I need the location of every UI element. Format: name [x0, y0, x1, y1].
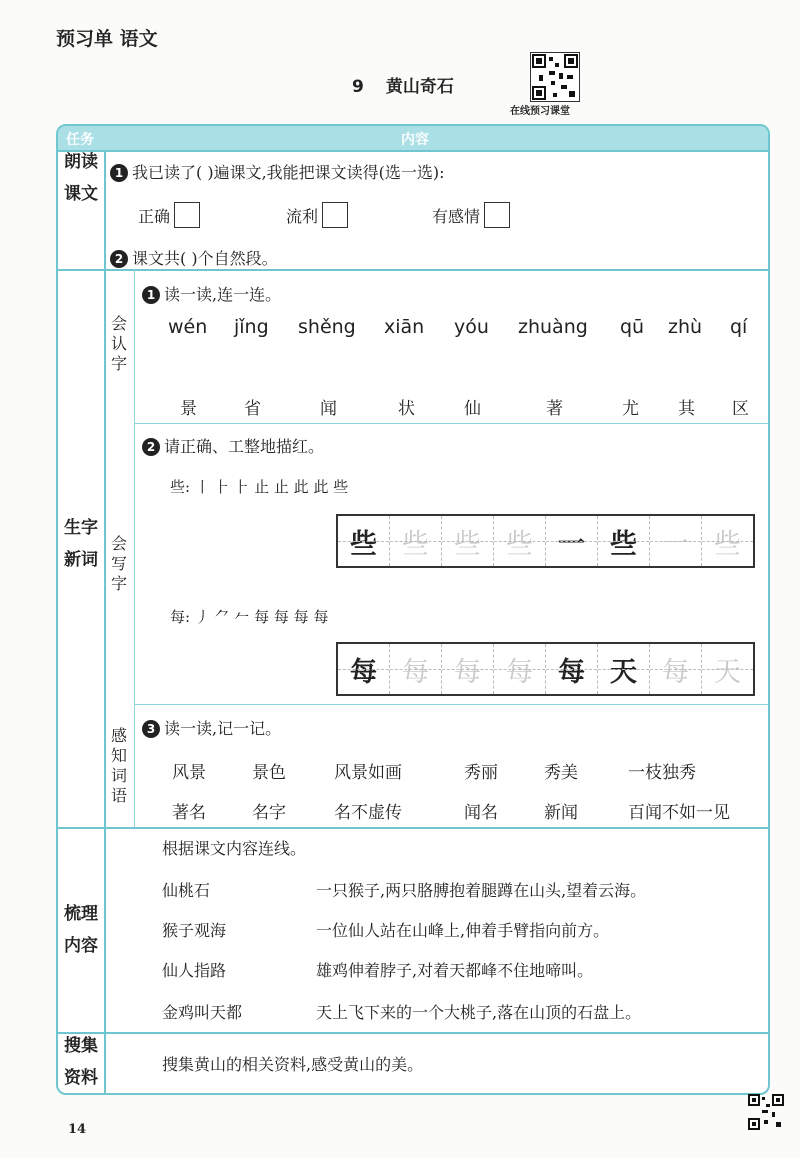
sort-right-item[interactable]: 天上飞下来的一个大桃子,落在山顶的石盘上。: [316, 1003, 642, 1022]
grid-cell[interactable]: 些: [702, 516, 753, 566]
sublabel-recognize: 会 认 字: [110, 314, 127, 373]
grid-cell[interactable]: 天: [702, 644, 753, 694]
sort-right-item[interactable]: 一只猴子,两只胳膊抱着腿蹲在山头,望着云海。: [316, 881, 647, 900]
word-item: 新闻: [544, 803, 578, 823]
pinyin-item[interactable]: qí: [730, 316, 748, 338]
recognize-question: 1 读一读,连一连。: [142, 282, 281, 305]
grid-cell[interactable]: 天: [598, 644, 650, 694]
collect-text: 搜集黄山的相关资料,感受黄山的美。: [162, 1055, 424, 1074]
writing-grid-1[interactable]: [336, 514, 755, 568]
number-2-icon: 2: [110, 250, 128, 268]
grid-cell[interactable]: 每: [546, 644, 598, 694]
sub-row-divider: [134, 423, 770, 424]
grid-cell[interactable]: 每: [494, 644, 546, 694]
grid-cell[interactable]: 每: [442, 644, 494, 694]
writing-grid-2[interactable]: [336, 642, 755, 696]
option-fluent[interactable]: 流利: [286, 202, 348, 228]
sort-question: 根据课文内容连线。: [162, 839, 307, 858]
write-question: 2 请正确、工整地描红。: [142, 434, 324, 457]
option-correct[interactable]: 正确: [138, 202, 200, 228]
lesson-number: 9: [352, 77, 364, 97]
label-new-words: 生字 新词: [64, 518, 98, 570]
number-2-icon: 2: [142, 438, 160, 456]
preview-table: [56, 124, 770, 1095]
word-row-1: [58, 758, 770, 782]
reading-question-2: 2 课文共( )个自然段。: [110, 246, 278, 269]
sub-row-divider: [134, 704, 770, 705]
pinyin-item[interactable]: zhuàng: [518, 316, 588, 338]
hanzi-item[interactable]: 闻: [320, 399, 337, 419]
page-number: 14: [68, 1122, 87, 1137]
hanzi-item[interactable]: 尤: [622, 399, 639, 419]
hanzi-item[interactable]: 区: [732, 399, 749, 419]
page-header-title: 预习单 语文: [56, 28, 158, 50]
word-item: 名不虚传: [334, 803, 402, 823]
grid-cell[interactable]: 些: [494, 516, 546, 566]
pinyin-item[interactable]: jǐng: [234, 316, 269, 338]
lesson-title: [352, 72, 454, 97]
hanzi-item[interactable]: 状: [398, 399, 415, 419]
perceive-question: 3 读一读,记一记。: [142, 716, 281, 739]
sublabel-write: 会 写 字: [110, 534, 127, 593]
row-divider: [58, 1032, 768, 1034]
grid-cell[interactable]: 每: [338, 644, 390, 694]
reading-question-1: 1 我已读了( )遍课文,我能把课文读得(选一选):: [110, 160, 445, 183]
word-item: 风景: [172, 763, 206, 783]
grid-cell[interactable]: 些: [442, 516, 494, 566]
lesson-name: 黄山奇石: [385, 77, 454, 97]
grid-cell[interactable]: 一: [546, 516, 598, 566]
pinyin-item[interactable]: shěng: [298, 316, 356, 338]
word-item: 一枝独秀: [628, 763, 696, 783]
label-reading: 朗读 课文: [64, 152, 98, 204]
grid-cell[interactable]: 每: [390, 644, 442, 694]
grid-cell[interactable]: 一: [650, 516, 702, 566]
sort-left-item[interactable]: 仙人指路: [162, 961, 227, 980]
checkbox[interactable]: [174, 202, 200, 228]
pinyin-item[interactable]: qū: [620, 316, 645, 338]
checkbox[interactable]: [484, 202, 510, 228]
column-divider: [104, 150, 106, 1095]
grid-cell[interactable]: 些: [598, 516, 650, 566]
word-item: 景色: [252, 763, 286, 783]
word-row-2: [58, 798, 770, 822]
table-header: [58, 126, 768, 152]
qr-code-icon[interactable]: [530, 52, 580, 102]
pinyin-item[interactable]: xiān: [384, 316, 425, 338]
label-collect: 搜集 资料: [64, 1036, 98, 1088]
word-item: 名字: [252, 803, 286, 823]
qr-code-small-icon[interactable]: [748, 1094, 784, 1130]
hanzi-item[interactable]: 其: [678, 399, 695, 419]
word-item: 著名: [172, 803, 206, 823]
word-item: 风景如画: [334, 763, 402, 783]
grid-cell[interactable]: 些: [338, 516, 390, 566]
pinyin-item[interactable]: zhù: [668, 316, 703, 338]
sort-right-item[interactable]: 一位仙人站在山峰上,伸着手臂指向前方。: [316, 921, 610, 940]
word-item: 秀美: [544, 763, 578, 783]
checkbox[interactable]: [322, 202, 348, 228]
header-task: 任务: [66, 132, 94, 148]
pinyin-item[interactable]: wén: [168, 316, 208, 338]
qr-label: 在线预习课堂: [510, 106, 570, 117]
grid-cell[interactable]: 每: [650, 644, 702, 694]
number-1-icon: 1: [110, 164, 128, 182]
label-sort: 梳理 内容: [64, 904, 98, 956]
hanzi-item[interactable]: 著: [546, 399, 563, 419]
number-3-icon: 3: [142, 720, 160, 738]
sort-left-item[interactable]: 金鸡叫天都: [162, 1003, 243, 1022]
row-divider: [58, 269, 768, 271]
word-item: 秀丽: [464, 763, 498, 783]
sublabel-perceive: 感 知 词 语: [110, 726, 127, 805]
word-item: 闻名: [464, 803, 498, 823]
stroke-order-2: 每: 丿 ⺈ 𠂉 每 每 每 每: [170, 608, 329, 626]
option-expressive[interactable]: 有感情: [432, 202, 510, 228]
number-1-icon: 1: [142, 286, 160, 304]
hanzi-item[interactable]: 省: [244, 399, 261, 419]
pinyin-item[interactable]: yóu: [454, 316, 489, 338]
word-item: 百闻不如一见: [628, 803, 730, 823]
grid-cell[interactable]: 些: [390, 516, 442, 566]
hanzi-item[interactable]: 仙: [464, 399, 481, 419]
sub-column-divider: [134, 269, 135, 827]
hanzi-item[interactable]: 景: [180, 399, 197, 419]
sort-left-item[interactable]: 猴子观海: [162, 921, 227, 940]
sort-left-item[interactable]: 仙桃石: [162, 881, 211, 900]
header-content: 内容: [401, 132, 429, 148]
stroke-order-1: 些: 丨 ⺊ ⺊ 止 止 此 此 些: [170, 478, 349, 496]
sort-right-item[interactable]: 雄鸡伸着脖子,对着天都峰不住地啼叫。: [316, 961, 594, 980]
row-divider: [58, 827, 768, 829]
